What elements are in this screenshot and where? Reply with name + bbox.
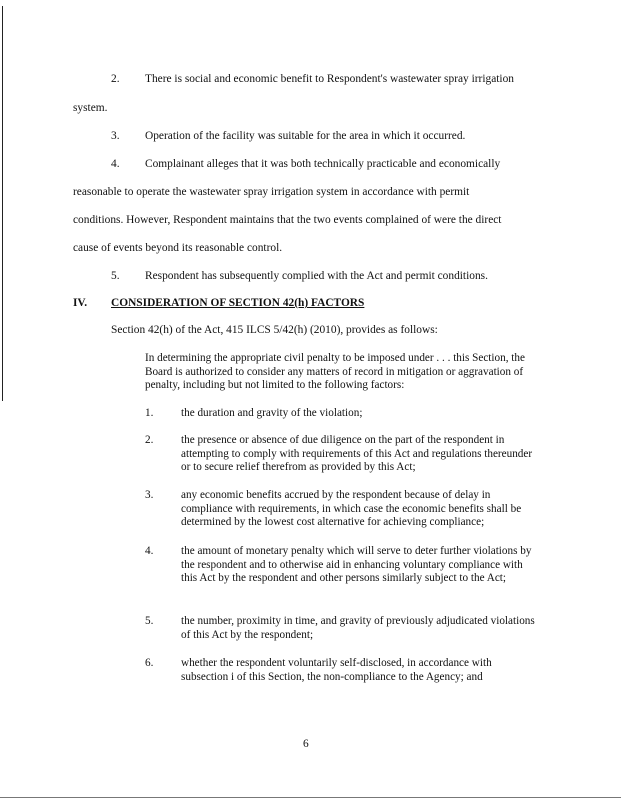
finding-4-line-4: cause of events beyond its reasonable control. (73, 242, 283, 254)
finding-4-line-2: reasonable to operate the wastewater spray irrigation system in accordance with permit (73, 186, 470, 198)
bottom-rule (0, 797, 621, 798)
page-number: 6 (303, 738, 309, 750)
factor-1-text: the duration and gravity of the violation; (181, 407, 363, 419)
finding-4-line-3: conditions. However, Respondent maintains that the two events complained of were the direct (73, 214, 502, 226)
factor-3-text: any economic benefits accrued by the respondent because of delay in compliance with requirements, in which case the economic benefits shall be determined by the lowest cost alternative for achieving compliance; (181, 489, 522, 529)
factor-1-number: 1. (145, 407, 154, 419)
factor-5-number: 5. (145, 615, 154, 627)
finding-2-continuation: system. (73, 102, 108, 114)
finding-5-text: Respondent has subsequently complied with the Act and permit conditions. (145, 270, 488, 282)
factor-2-number: 2. (145, 434, 154, 446)
factor-3-number: 3. (145, 489, 154, 501)
finding-3-number: 3. (111, 130, 120, 142)
quote-intro: In determining the appropriate civil penalty to be imposed under . . . this Section, the Board is authorized to consider any matters of record in mitigation or aggravation of penalty, including but not limited to the following factors: (145, 352, 525, 392)
factor-4-number: 4. (145, 545, 154, 557)
section-title: CONSIDERATION OF SECTION 42(h) FACTORS (111, 297, 365, 309)
factor-4-text: the amount of monetary penalty which will serve to deter further violations by the respondent and to otherwise aid in enhancing voluntary compliance with this Act by the respondent and other persons similarly subject to the Act; (181, 545, 532, 585)
factor-2-text: the presence or absence of due diligence on the part of the respondent in attempting to comply with requirements of this Act and regulations thereunder or to secure relief therefrom as provided by this Act; (181, 434, 533, 474)
section-intro: Section 42(h) of the Act, 415 ILCS 5/42(h) (2010), provides as follows: (111, 324, 438, 336)
finding-2-number: 2. (111, 73, 120, 85)
finding-5-number: 5. (111, 270, 120, 282)
factor-5-text: the number, proximity in time, and gravity of previously adjudicated violations of this Act by the respondent; (181, 615, 535, 641)
left-margin-rule (2, 6, 3, 401)
finding-3-text: Operation of the facility was suitable for the area in which it occurred. (145, 130, 466, 142)
finding-4-number: 4. (111, 158, 120, 170)
finding-4-text: Complainant alleges that it was both technically practicable and economically (145, 158, 501, 170)
factor-6-number: 6. (145, 657, 154, 669)
finding-2-text: There is social and economic benefit to Respondent's wastewater spray irrigation (145, 73, 514, 85)
factor-6-text: whether the respondent voluntarily self-disclosed, in accordance with subsection i of this Section, the non-compliance to the Agency; and (181, 657, 492, 683)
section-number: IV. (73, 297, 88, 309)
